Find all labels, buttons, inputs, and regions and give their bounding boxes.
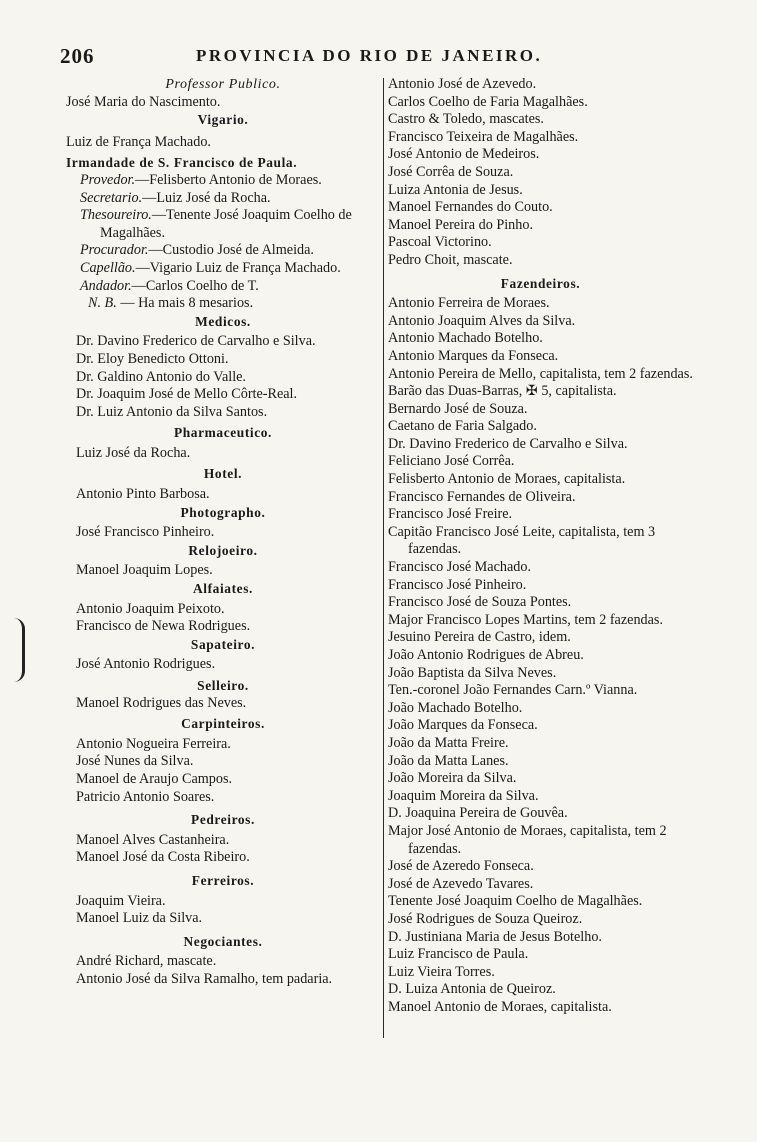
entry-vigario: Luiz de França Machado. <box>66 133 211 150</box>
section-heading-sapateiro: Sapateiro. <box>190 636 256 652</box>
right-column <box>388 76 693 1016</box>
entry-professor: José Maria do Nascimento. <box>66 93 221 110</box>
list-item: Antonio Pereira de Mello, capitalista, tem 2 fazendas. <box>388 365 693 382</box>
list-item: Jesuino Pereira de Castro, idem. <box>388 629 571 646</box>
entry-provedor <box>66 172 380 190</box>
section-heading-pharmaceutico: Pharmaceutico. <box>173 425 272 441</box>
left-column <box>66 76 380 989</box>
list-item: D. Luiza Antonia de Queiroz. <box>388 981 556 998</box>
role-holder: —Tenente José Joaquim Coelho de Magalhães. <box>100 207 352 241</box>
section-heading-irmandade: Irmandade de S. Francisco de Paula. <box>66 155 298 171</box>
nota-text: — Ha mais 8 mesarios. <box>116 295 254 312</box>
list-item: Antonio Joaquim Peixoto. <box>76 600 225 617</box>
list-item: João da Matta Lanes. <box>388 752 509 769</box>
list-item: José Francisco Pinheiro. <box>76 524 215 541</box>
list-item: Francisco Fernandes de Oliveira. <box>388 488 576 505</box>
list-item: Dr. Luiz Antonio da Silva Santos. <box>76 403 268 420</box>
margin-bracket-mark <box>14 618 25 682</box>
list-item: Carlos Coelho de Faria Magalhães. <box>388 93 588 110</box>
list-item: Bernardo José de Souza. <box>388 400 528 417</box>
list-item: Caetano de Faria Salgado. <box>388 418 537 435</box>
list-item: Francisco José Pinheiro. <box>388 576 527 593</box>
list-item: Manoel Luiz da Silva. <box>76 910 203 927</box>
list-item: Dr. Davino Frederico de Carvalho e Silva. <box>388 435 628 452</box>
list-item: José Nunes da Silva. <box>76 753 194 770</box>
list-item: Manoel de Araujo Campos. <box>76 770 233 787</box>
list-item: José Antonio de Medeiros. <box>388 146 540 163</box>
role-holder: —Vigario Luiz de França Machado. <box>135 259 341 276</box>
list-item: Luiz José da Rocha. <box>76 444 191 461</box>
section-heading-professor: Professor Publico. <box>165 77 281 92</box>
list-item: Antonio Machado Botelho. <box>388 330 543 347</box>
list-item: José de Azeredo Fonseca. <box>388 858 534 875</box>
list-item: Pedro Choit, mascate. <box>388 251 513 268</box>
section-heading-ferreiros: Ferreiros. <box>191 872 255 888</box>
entry-thesoureiro <box>66 207 380 242</box>
role-label: Secretario. <box>80 189 143 206</box>
role-label: Procurador. <box>80 242 149 259</box>
list-item: Tenente José Joaquim Coelho de Magalhães. <box>388 893 643 910</box>
running-title: PROVINCIA DO RIO DE JANEIRO. <box>196 46 543 65</box>
role-label: Provedor. <box>80 171 136 188</box>
list-item: Pascoal Victorino. <box>388 234 492 251</box>
nota-label: N. B. <box>88 295 117 312</box>
list-item: João Antonio Rodrigues de Abreu. <box>388 647 584 663</box>
list-item: Manoel Alves Castanheira. <box>76 831 230 848</box>
list-item: Feliciano José Corrêa. <box>388 453 515 470</box>
entry-secretario <box>66 190 380 208</box>
section-heading-alfaiates: Alfaiates. <box>193 581 253 597</box>
section-heading-vigario: Vigario. <box>197 112 249 128</box>
role-holder: —Carlos Coelho de T. <box>131 277 259 294</box>
list-item: Dr. Galdino Antonio do Valle. <box>76 368 246 385</box>
section-heading-pedreiros: Pedreiros. <box>191 812 255 828</box>
entry-nota <box>66 295 380 313</box>
list-item: José Corrêa de Souza. <box>388 163 514 180</box>
list-item: Antonio Ferreira de Moraes. <box>388 295 550 312</box>
section-heading-relojoeiro: Relojoeiro. <box>188 542 258 558</box>
entry-andador <box>66 278 380 296</box>
page-number: 206 <box>60 44 95 68</box>
list-item: Felisberto Antonio de Moraes, capitalista. <box>388 471 626 488</box>
section-heading-carpinteiros: Carpinteiros. <box>181 716 265 732</box>
list-item: Dr. Davino Frederico de Carvalho e Silva. <box>76 333 316 350</box>
list-item: Antonio Joaquim Alves da Silva. <box>388 312 576 329</box>
list-item: D. Justiniana Maria de Jesus Botelho. <box>388 928 602 945</box>
section-heading-hotel: Hotel. <box>203 466 243 482</box>
role-label: Capellão. <box>80 259 136 276</box>
role-holder: —Felisberto Antonio de Moraes. <box>135 171 322 188</box>
list-item: João da Matta Freire. <box>388 734 509 751</box>
list-item: Antonio Nogueira Ferreira. <box>76 735 231 752</box>
list-item: Francisco José Machado. <box>388 559 532 576</box>
list-item: Manoel Fernandes do Couto. <box>388 199 553 216</box>
list-item: Antonio José da Silva Ramalho, tem padaria. <box>76 970 333 987</box>
role-label: Thesoureiro. <box>80 207 152 224</box>
section-heading-photographo: Photographo. <box>180 504 266 520</box>
list-item: Manoel Joaquim Lopes. <box>76 562 213 579</box>
list-item: Antonio José de Azevedo. <box>388 76 537 92</box>
list-item: Luiz Francisco de Paula. <box>388 946 529 963</box>
list-item: Dr. Eloy Benedicto Ottoni. <box>76 350 229 367</box>
list-item: Manoel Rodrigues das Neves. <box>76 694 247 711</box>
list-item: João Moreira da Silva. <box>388 770 517 787</box>
section-heading-negociantes: Negociantes. <box>183 933 263 949</box>
list-item: Luiza Antonia de Jesus. <box>388 181 523 198</box>
page-header <box>56 44 696 70</box>
list-item: Castro & Toledo, mascates. <box>388 111 544 128</box>
list-item: Manoel José da Costa Ribeiro. <box>76 849 250 866</box>
list-item: Manoel Pereira do Pinho. <box>388 216 533 233</box>
list-item: Ten.-coronel João Fernandes Carn.º Vianna. <box>388 682 638 699</box>
role-label: Andador. <box>80 277 132 294</box>
list-item: Manoel Antonio de Moraes, capitalista. <box>388 998 612 1015</box>
list-item: Patricio Antonio Soares. <box>76 788 215 805</box>
list-item: Major Francisco Lopes Martins, tem 2 fazendas. <box>388 611 664 628</box>
list-item: Joaquim Moreira da Silva. <box>388 787 539 804</box>
fazendeiros-list <box>388 295 693 1016</box>
section-heading-fazendeiros: Fazendeiros. <box>500 275 581 291</box>
list-item: Joaquim Vieira. <box>76 892 166 909</box>
list-item: Dr. Joaquim José de Mello Côrte-Real. <box>76 386 298 403</box>
list-item: Antonio Marques da Fonseca. <box>388 347 559 364</box>
list-item: Francisco Teixeira de Magalhães. <box>388 128 579 145</box>
list-item: Barão das Duas-Barras, ✠ 5, capitalista. <box>388 383 617 400</box>
entry-capellao <box>66 260 380 278</box>
list-item: José Antonio Rodrigues. <box>76 656 216 673</box>
section-heading-selleiro: Selleiro. <box>197 678 249 693</box>
list-item: Major José Antonio de Moraes, capitalista, tem 2 fazendas. <box>388 822 667 857</box>
list-item: André Richard, mascate. <box>76 953 217 970</box>
list-item: Capitão Francisco José Leite, capitalista, tem 3 fazendas. <box>388 523 656 558</box>
column-rule <box>383 78 384 1038</box>
list-item: Francisco de Newa Rodrigues. <box>76 618 251 635</box>
role-holder: —Custodio José de Almeida. <box>148 242 314 259</box>
entry-procurador <box>66 242 380 260</box>
list-item: Francisco José Freire. <box>388 506 513 523</box>
list-item: João Baptista da Silva Neves. <box>388 664 557 681</box>
list-item: Luiz Vieira Torres. <box>388 963 495 980</box>
role-holder: —Luiz José da Rocha. <box>142 189 271 206</box>
list-item: Antonio Pinto Barbosa. <box>76 486 210 503</box>
list-item: Francisco José de Souza Pontes. <box>388 594 572 611</box>
list-item: José Rodrigues de Souza Queiroz. <box>388 910 583 927</box>
list-item: D. Joaquina Pereira de Gouvêa. <box>388 805 568 822</box>
list-item: João Marques da Fonseca. <box>388 717 538 734</box>
list-item: José de Azevedo Tavares. <box>388 875 534 892</box>
section-heading-medicos: Medicos. <box>195 313 251 329</box>
list-item: João Machado Botelho. <box>388 699 523 716</box>
